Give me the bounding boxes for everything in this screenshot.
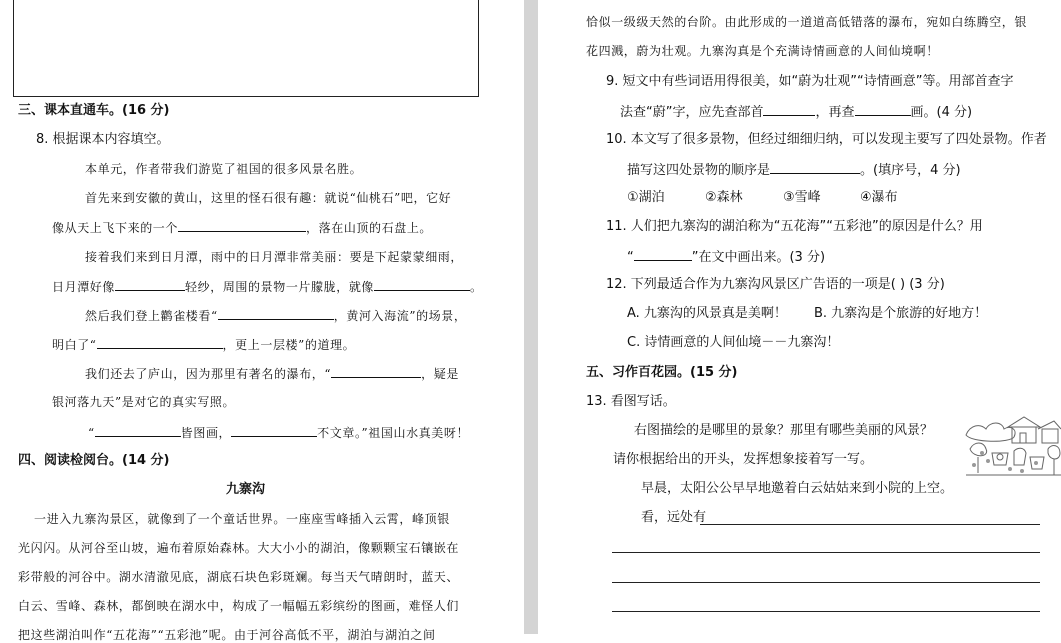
writing-prompt: 右图描绘的是哪里的景象？那里有哪些美丽的风景？	[634, 423, 934, 438]
writing-opening: 早晨，太阳公公早早地邀着白云姑姑来到小院的上空。	[641, 481, 954, 496]
writing-prompt: 请你根据给出的开头，发挥想象接着写一写。	[613, 452, 874, 467]
blank[interactable]	[97, 336, 223, 349]
reading-title: 九寨沟	[226, 482, 266, 497]
blank[interactable]	[95, 424, 181, 437]
question-10-line2: 描写这四处景物的顺序是 。(填序号，4 分)	[627, 163, 961, 178]
section-4-heading: 四、阅读检阅台。(14 分)	[18, 453, 170, 468]
question-11: 11. 人们把九寨沟的湖泊称为“五花海”“五彩池”的原因是什么？用	[606, 219, 983, 234]
passage-line: 明白了“ ，更上一层楼”的道理。	[52, 338, 356, 352]
reading-line: 彩带般的河谷中。湖水清澈见底，湖底石块色彩斑斓。每当天气晴朗时，蓝天、	[18, 570, 460, 584]
blank[interactable]	[218, 307, 334, 320]
passage-line: 本单元，作者带我们游览了祖国的很多风景名胜。	[85, 162, 363, 176]
writing-line[interactable]	[612, 611, 1040, 612]
reading-line: 白云、雪峰、森林，都倒映在湖水中，构成了一幅幅五彩缤纷的图画，难怪人们	[18, 599, 460, 613]
reading-line: 把这些湖泊叫作“五花海”“五彩池”呢。由于河谷高低不平，湖泊与湖泊之间	[18, 628, 436, 642]
section-5-heading: 五、习作百花园。(15 分)	[586, 365, 738, 380]
passage-line: “ 皆图画， 不文章。”祖国山水真美呀！	[88, 426, 470, 440]
option-4: ④瀑布	[860, 190, 898, 205]
blank[interactable]	[770, 161, 860, 174]
question-8: 8. 根据课本内容填空。	[36, 132, 170, 147]
blank[interactable]	[115, 278, 185, 291]
passage-line: 首先来到安徽的黄山，这里的怪石很有趣：就说“仙桃石”吧，它好	[85, 191, 452, 205]
page-gutter	[524, 0, 538, 634]
passage-line: 银河落九天”是对它的真实写照。	[52, 395, 236, 409]
blank[interactable]	[331, 365, 421, 378]
reading-line: 一进入九寨沟景区，就像到了一个童话世界。一座座雪峰插入云霄，峰顶银	[34, 512, 450, 526]
writing-line[interactable]	[700, 524, 1040, 525]
blank[interactable]	[231, 424, 317, 437]
option-3: ③雪峰	[783, 190, 821, 205]
blank[interactable]	[855, 103, 911, 116]
question-9: 9. 短文中有些词语用得很美，如“蔚为壮观”“诗情画意”等。用部首查字	[606, 74, 1014, 89]
option-a: A. 九寨沟的风景真是美啊！	[627, 306, 787, 321]
question-9-line2: 法查“蔚”字，应先查部首 ，再查 画。(4 分)	[620, 105, 973, 120]
right-page	[538, 0, 1061, 634]
question-13: 13. 看图写话。	[586, 394, 676, 409]
left-page	[0, 0, 524, 642]
question-11-line2: “ ”在文中画出来。(3 分)	[627, 250, 826, 265]
reading-line: 光闪闪。从河谷至山坡，遍布着原始森林。大大小小的湖泊，像颗颗宝石镶嵌在	[18, 541, 460, 555]
reading-line: 恰似一级级天然的台阶。由此形成的一道道高低错落的瀑布，宛如白练腾空，银	[586, 15, 1028, 29]
passage-line: 接着我们来到日月潭，雨中的日月潭非常美丽：要是下起蒙蒙细雨，	[85, 250, 464, 264]
passage-line: 像从天上飞下来的一个 ，落在山顶的石盘上。	[52, 221, 433, 235]
option-1: ①湖泊	[627, 190, 665, 205]
writing-line[interactable]	[612, 582, 1040, 583]
blank[interactable]	[374, 278, 470, 291]
passage-line: 日月潭好像 轻纱，周围的景物一片朦胧，就像 。	[52, 280, 483, 294]
question-10: 10. 本文写了很多景物，但经过细细归纳，可以发现主要写了四处景物。作者	[606, 132, 1047, 147]
courtyard-illustration	[964, 413, 1061, 483]
blank[interactable]	[178, 219, 306, 232]
option-c: C. 诗情画意的人间仙境－－九寨沟！	[627, 335, 840, 350]
answer-box	[13, 0, 479, 97]
reading-line: 花四溅，蔚为壮观。九寨沟真是个充满诗情画意的人间仙境啊！	[586, 44, 939, 58]
section-3-heading: 三、课本直通车。(16 分)	[18, 103, 170, 118]
blank[interactable]	[634, 248, 692, 261]
option-b: B. 九寨沟是个旅游的好地方！	[814, 306, 988, 321]
passage-line: 我们还去了庐山，因为那里有著名的瀑布，“ ，疑是	[85, 367, 459, 381]
writing-start: 看，远处有	[641, 510, 707, 525]
question-12: 12. 下列最适合作为九寨沟风景区广告语的一项是( ) (3 分)	[606, 277, 945, 292]
passage-line: 然后我们登上鹳雀楼看“ ，黄河入海流”的场景，	[85, 309, 467, 323]
blank[interactable]	[763, 103, 815, 116]
writing-line[interactable]	[612, 552, 1040, 553]
option-2: ②森林	[705, 190, 743, 205]
